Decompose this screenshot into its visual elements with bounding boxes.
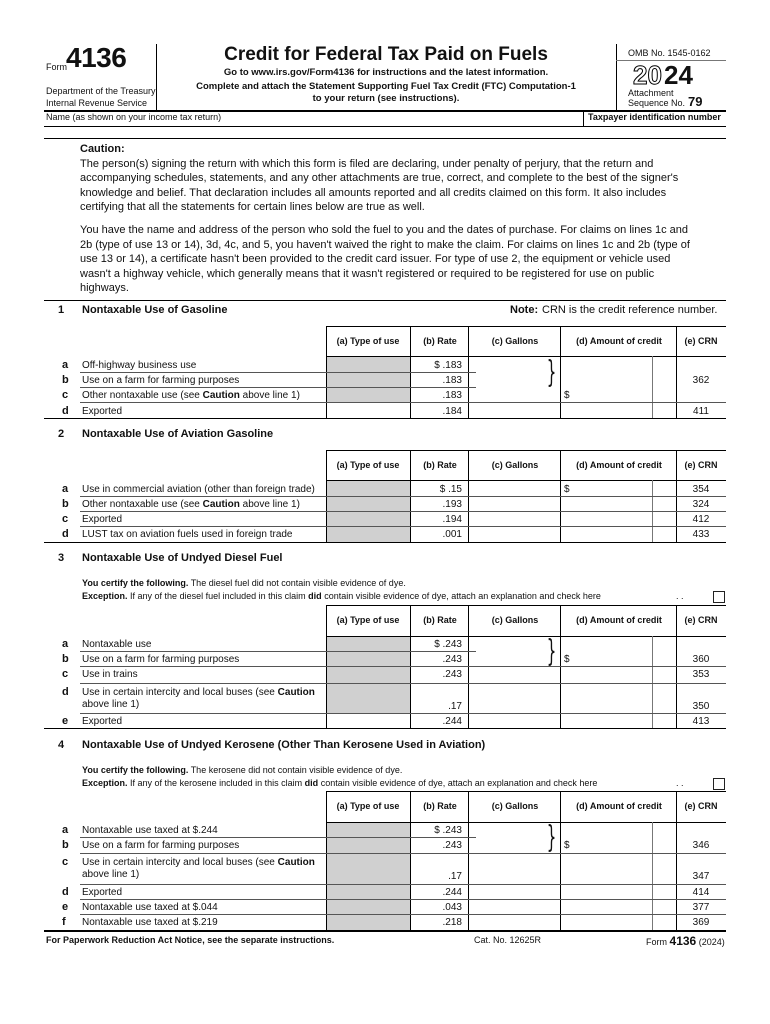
col-a-header: (a) Type of use <box>336 336 400 346</box>
line-4e-desc: Nontaxable use taxed at $.044 <box>82 902 218 913</box>
line-3c-desc: Use in trains <box>82 669 138 680</box>
col-b-header-3: (b) Rate <box>423 615 457 625</box>
tax-year-outline: 20 <box>633 60 662 90</box>
col-d-header-4: (d) Amount of credit <box>576 801 662 811</box>
line-1-crn-group: 362 <box>692 375 710 386</box>
line-4-number: 4 <box>58 739 65 751</box>
col-a-header-2: (a) Type of use <box>336 460 400 470</box>
line-2c-desc: Exported <box>82 514 123 525</box>
col-c-header-3: (c) Gallons <box>491 615 539 625</box>
line-2c-rate: .194 <box>442 514 462 525</box>
line-1c-rate: .183 <box>442 390 462 401</box>
line-4b-crn: 346 <box>692 840 710 851</box>
line-3b-desc: Use on a farm for farming purposes <box>82 654 240 665</box>
line-4b-dollar: $ <box>564 840 570 851</box>
line-3-title: Nontaxable Use of Undyed Diesel Fuel <box>82 552 283 564</box>
line-3e-crn: 413 <box>692 716 710 727</box>
col-e-header: (e) CRN <box>684 336 718 346</box>
line-3-gallons-fields[interactable] <box>470 638 540 726</box>
instructions-line2: Complete and attach the Statement Supporting Fuel Tax Credit (FTC) Computation-1 <box>196 81 576 92</box>
line-3a-desc: Nontaxable use <box>82 639 152 650</box>
caution-block <box>80 142 726 296</box>
caution-p1-l3: knowledge and belief. That declaration includes all amounts reported and all credits claimed on this form. It also includes <box>80 186 667 199</box>
caution-heading: Caution: <box>80 143 125 155</box>
instructions-line3: to your return (see instructions). <box>312 93 460 104</box>
line-3-dots: . . <box>676 591 684 601</box>
line-2b-desc: Other nontaxable use (see Caution above line 1) <box>82 499 300 510</box>
line-2d-letter: d <box>62 528 69 540</box>
line-2a-desc: Use in commercial aviation (other than foreign trade) <box>82 484 315 495</box>
col-c-header-4: (c) Gallons <box>491 801 539 811</box>
col-a-header-3: (a) Type of use <box>336 615 400 625</box>
line-2-credit-fields[interactable] <box>572 482 650 540</box>
line-1a-letter: a <box>62 359 69 371</box>
line-4e-letter: e <box>62 901 69 913</box>
line-3-credit-fields[interactable] <box>572 638 650 726</box>
caution-p1-l2: accompanying schedules, statements, and any other attachments are true, correct, and complete to the best of the signer's <box>80 172 679 185</box>
omb-number: OMB No. 1545-0162 <box>628 48 711 58</box>
line-3e-rate: .244 <box>442 716 462 727</box>
line-1a-rate: $ .183 <box>434 360 462 371</box>
line-4e-crn: 377 <box>692 902 710 913</box>
line-1b-desc: Use on a farm for farming purposes <box>82 375 240 386</box>
line-2a-letter: a <box>62 483 69 495</box>
line-1d-credit[interactable] <box>562 404 650 417</box>
line-4c-desc-l2: above line 1) <box>82 869 140 880</box>
line-1b-letter: b <box>62 374 69 386</box>
line-3e-desc: Exported <box>82 716 123 727</box>
line-3b-letter: b <box>62 653 69 665</box>
line-3a-rate: $ .243 <box>434 639 462 650</box>
caution-p2-l2: 2b (type of use 13 or 14), 3d, 4c, and 5, you haven't waived the right to make the claim. For claims on lines 1c and 2b (type of <box>80 238 690 251</box>
line-4-exception-checkbox[interactable] <box>713 778 725 790</box>
line-4a-desc: Nontaxable use taxed at $.244 <box>82 825 218 836</box>
line-4f-crn: 369 <box>692 917 710 928</box>
line-1a-desc: Off-highway business use <box>82 360 197 371</box>
col-a-header-4: (a) Type of use <box>336 801 400 811</box>
line-2-number: 2 <box>58 428 65 440</box>
line-4-dots: . . <box>676 778 684 788</box>
line-1a-gallons[interactable] <box>470 358 540 371</box>
tin-field[interactable] <box>584 122 726 138</box>
col-e-header-2: (e) CRN <box>684 460 718 470</box>
form-title: Credit for Federal Tax Paid on Fuels <box>224 44 548 65</box>
line-4-gallons-fields[interactable] <box>470 824 540 928</box>
line-4d-letter: d <box>62 886 69 898</box>
line-4e-rate: .043 <box>442 902 462 913</box>
line-3d-letter: d <box>62 686 69 698</box>
line-4a-rate: $ .243 <box>434 825 462 836</box>
line-1-title: Nontaxable Use of Gasoline <box>82 304 228 316</box>
line-2d-rate: .001 <box>442 529 462 540</box>
line-4a-letter: a <box>62 824 69 836</box>
line-2b-rate: .193 <box>442 499 462 510</box>
line-3d-crn: 350 <box>692 701 710 712</box>
line-4-brace: } <box>546 820 557 855</box>
line-4c-desc-l1: Use in certain intercity and local buses (see Caution <box>82 857 315 868</box>
tax-year-bold: 24 <box>664 60 693 90</box>
line-4d-desc: Exported <box>82 887 123 898</box>
caution-p2-l1: You have the name and address of the person who sold the fuel to you and the dates of purchase. For claims on lines 1c and <box>80 223 689 236</box>
col-b-header: (b) Rate <box>423 336 457 346</box>
line-2c-letter: c <box>62 513 69 525</box>
col-e-header-3: (e) CRN <box>684 615 718 625</box>
line-1d-desc: Exported <box>82 406 123 417</box>
line-4-credit-fields[interactable] <box>572 824 650 928</box>
line-4-exception: Exception. If any of the kerosene included in this claim did contain visible evidence of dye, attach an explanation and check here <box>82 778 598 788</box>
caution-p2-l4: wasn't a highway vehicle, which generally means that it wasn't registered or required to be registered for use on public <box>80 267 655 280</box>
irs-label: Internal Revenue Service <box>46 98 148 108</box>
line-3-brace: } <box>546 634 557 669</box>
line-4-certify: You certify the following. The kerosene did not contain visible evidence of dye. <box>82 765 403 775</box>
line-1c-letter: c <box>62 389 69 401</box>
line-4d-rate: .244 <box>442 887 462 898</box>
name-field[interactable] <box>44 122 582 138</box>
line-3-exception: Exception. If any of the diesel fuel included in this claim did contain visible evidence of dye, attach an explanation and check here <box>82 591 601 601</box>
line-3b-dollar: $ <box>564 654 570 665</box>
col-c-header: (c) Gallons <box>491 336 539 346</box>
line-2a-crn: 354 <box>692 484 710 495</box>
catalog-number: Cat. No. 12625R <box>474 935 542 945</box>
line-1-number: 1 <box>58 304 65 316</box>
line-3d-desc-l1: Use in certain intercity and local buses (see Caution <box>82 687 315 698</box>
line-1d-letter: d <box>62 405 69 417</box>
instructions-line1: Go to www.irs.gov/Form4136 for instructions and the latest information. <box>223 67 549 78</box>
col-b-header-2: (b) Rate <box>423 460 457 470</box>
form-number: 4136 <box>66 42 127 73</box>
line-1-dollar: $ <box>564 390 570 401</box>
col-c-header-2: (c) Gallons <box>491 460 539 470</box>
tin-label: Taxpayer identification number <box>588 112 721 122</box>
caution-p2-l5: highways. <box>80 282 129 295</box>
name-label: Name (as shown on your income tax return) <box>46 112 222 122</box>
line-3d-rate: .17 <box>448 701 462 712</box>
line-3e-letter: e <box>62 715 69 727</box>
line-2a-dollar: $ <box>564 484 570 495</box>
attachment-label: Attachment <box>628 88 674 98</box>
line-1d-crn: 411 <box>693 406 709 417</box>
line-1-credit-field[interactable] <box>572 358 650 402</box>
line-3c-rate: .243 <box>442 669 462 680</box>
line-4b-desc: Use on a farm for farming purposes <box>82 840 240 851</box>
line-4b-letter: b <box>62 839 69 851</box>
line-3a-letter: a <box>62 638 69 650</box>
dept-treasury: Department of the Treasury <box>46 86 156 96</box>
line-3b-crn: 360 <box>692 654 710 665</box>
line-4d-crn: 414 <box>692 887 710 898</box>
col-d-header: (d) Amount of credit <box>576 336 662 346</box>
line-3-exception-checkbox[interactable] <box>713 591 725 603</box>
line-1c-desc: Other nontaxable use (see Caution above line 1) <box>82 390 300 401</box>
paperwork-notice: For Paperwork Reduction Act Notice, see the separate instructions. <box>46 935 335 945</box>
col-d-header-3: (d) Amount of credit <box>576 615 662 625</box>
note-text: CRN is the credit reference number. <box>542 304 718 316</box>
line-2a-rate: $ .15 <box>439 484 462 495</box>
line-4c-rate: .17 <box>448 871 462 882</box>
line-4c-letter: c <box>62 856 69 868</box>
line-1d-rate: .184 <box>442 406 462 417</box>
line-1b-rate: .183 <box>442 375 462 386</box>
sequence-number: 79 <box>688 94 703 109</box>
caution-p1-l4: certifying that all the statements for certain lines below are true as well. <box>80 201 425 214</box>
note-label: Note: <box>510 304 539 316</box>
sequence-label: Sequence No. <box>628 98 686 108</box>
line-3c-crn: 353 <box>692 669 710 680</box>
line-2-title: Nontaxable Use of Aviation Gasoline <box>82 428 274 440</box>
line-2b-crn: 324 <box>692 499 710 510</box>
form-header <box>0 0 770 125</box>
line-1b-gallons[interactable] <box>470 373 540 386</box>
line-3d-desc-l2: above line 1) <box>82 699 140 710</box>
caution-p2-l3: use 13 or 14), a certificate hasn't been provided to the credit card issuer. For type of use 2, the equipment or vehicle used <box>80 253 671 266</box>
form-label: Form <box>46 62 67 72</box>
line-4c-crn: 347 <box>692 871 710 882</box>
line-3b-rate: .243 <box>442 654 462 665</box>
line-3-certify: You certify the following. The diesel fuel did not contain visible evidence of dye. <box>82 578 406 588</box>
line-2c-crn: 412 <box>692 514 710 525</box>
line-4f-desc: Nontaxable use taxed at $.219 <box>82 917 218 928</box>
line-1-brace: } <box>546 355 557 390</box>
line-3c-letter: c <box>62 668 69 680</box>
line-4-title: Nontaxable Use of Undyed Kerosene (Other Than Kerosene Used in Aviation) <box>82 739 486 751</box>
line-4f-letter: f <box>62 916 66 928</box>
line-2d-desc: LUST tax on aviation fuels used in foreign trade <box>82 529 293 540</box>
line-4f-rate: .218 <box>442 917 462 928</box>
line-1d-type[interactable] <box>328 404 408 417</box>
footer-form-id: Form 4136 (2024) <box>646 934 725 948</box>
col-d-header-2: (d) Amount of credit <box>576 460 662 470</box>
line-1d-gallons[interactable] <box>470 404 558 417</box>
line-4b-rate: .243 <box>442 840 462 851</box>
line-2-gallons-fields[interactable] <box>470 482 558 540</box>
line-1c-gallons[interactable] <box>470 388 540 401</box>
line-2b-letter: b <box>62 498 69 510</box>
line-2d-crn: 433 <box>692 529 710 540</box>
line-3-number: 3 <box>58 552 65 564</box>
col-b-header-4: (b) Rate <box>423 801 457 811</box>
col-e-header-4: (e) CRN <box>684 801 718 811</box>
caution-p1-l1: The person(s) signing the return with which this form is filed are declaring, under penalty of perjury, that the return and <box>80 157 654 170</box>
